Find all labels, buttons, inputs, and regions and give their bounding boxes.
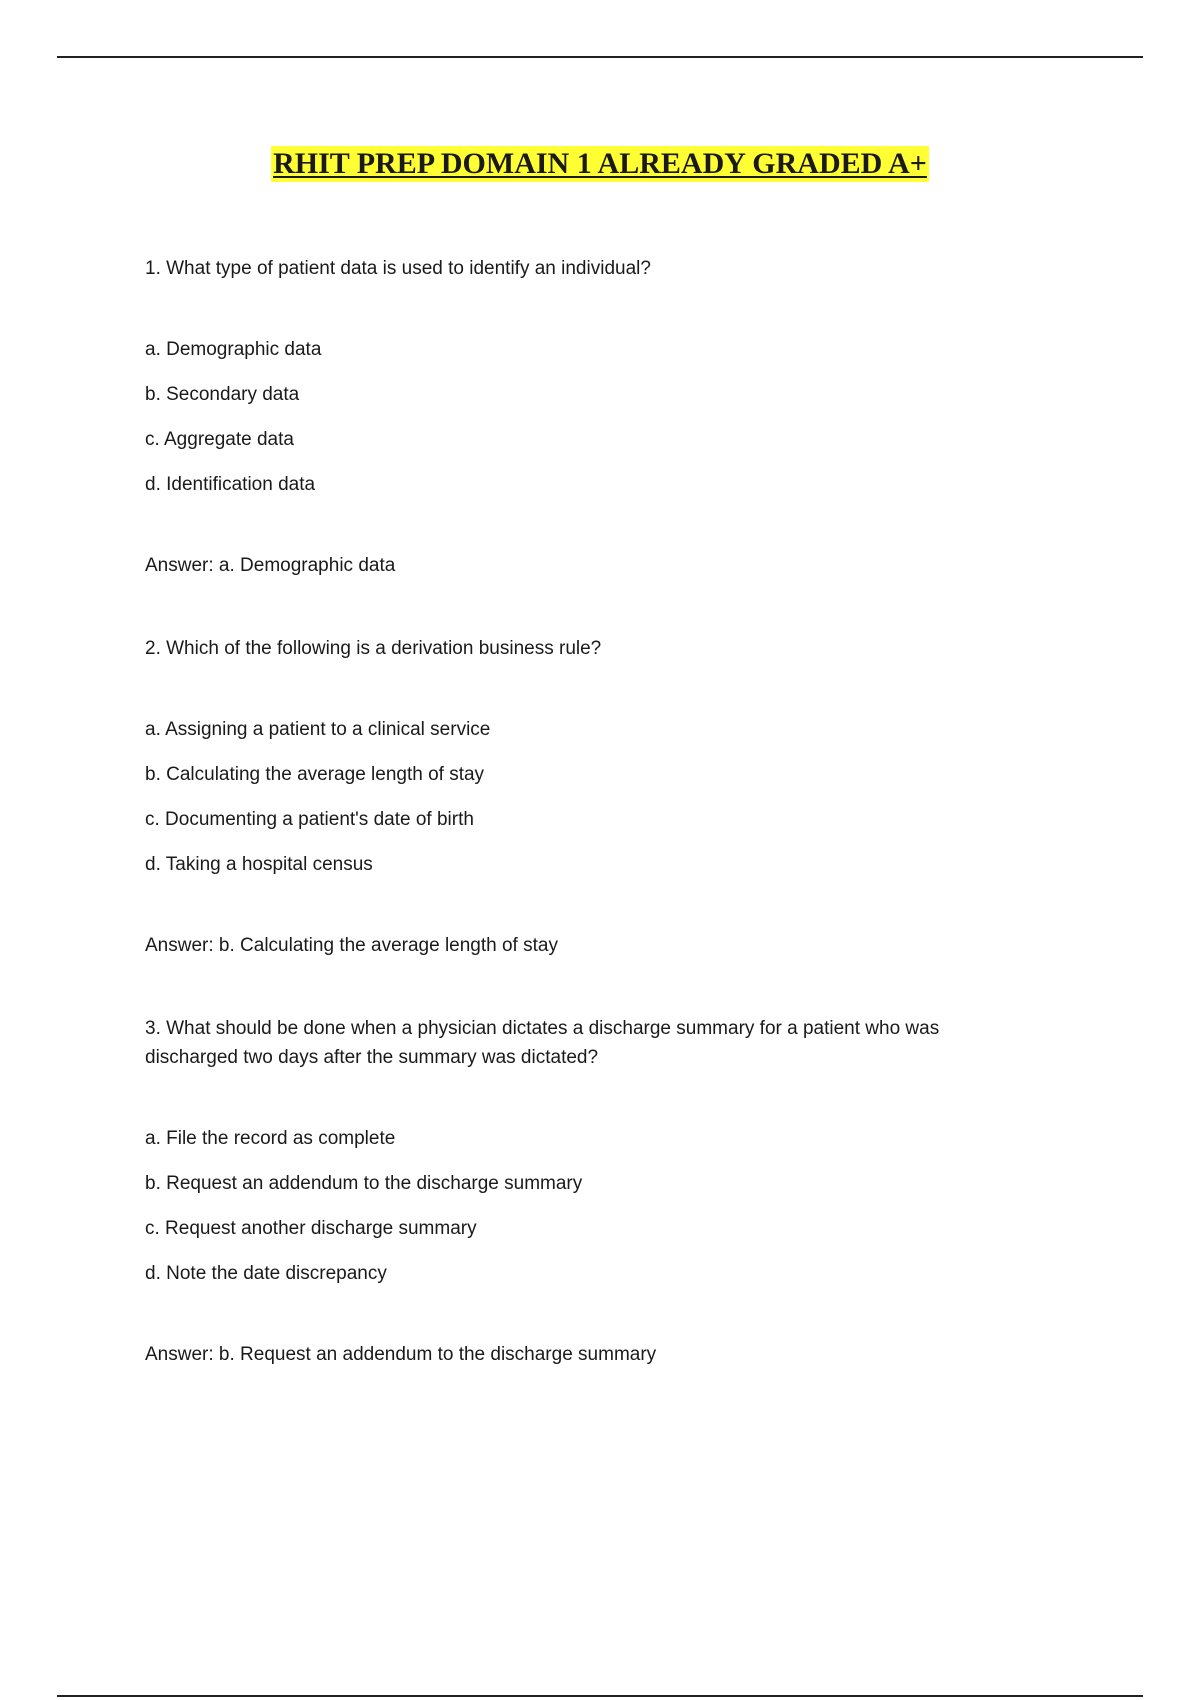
option-c: c. Documenting a patient's date of birth <box>145 809 474 830</box>
document-title: RHIT PREP DOMAIN 1 ALREADY GRADED A+ <box>273 147 927 180</box>
question-block <box>145 254 1025 580</box>
question-block <box>145 1014 1025 1369</box>
option-d: d. Taking a hospital census <box>145 854 373 875</box>
answer-text: Answer: b. Request an addendum to the discharge summary <box>145 1344 657 1365</box>
option-b: b. Secondary data <box>145 384 300 405</box>
title-container <box>0 146 1200 182</box>
option-b: b. Calculating the average length of stay <box>145 764 485 785</box>
answer-options <box>145 715 1025 879</box>
option-d: d. Note the date discrepancy <box>145 1263 387 1284</box>
option-c: c. Request another discharge summary <box>145 1218 477 1239</box>
question-text: 2. Which of the following is a derivation business rule? <box>145 638 602 659</box>
option-c: c. Aggregate data <box>145 429 294 450</box>
option-a: a. Demographic data <box>145 339 322 360</box>
option-a: a. Assigning a patient to a clinical service <box>145 719 491 740</box>
answer-options <box>145 1124 1025 1288</box>
option-d: d. Identification data <box>145 474 316 495</box>
answer-text: Answer: b. Calculating the average length of stay <box>145 935 558 956</box>
question-block <box>145 634 1025 960</box>
question-text: 3. What should be done when a physician dictates a discharge summary for a patient who was discharged two days after the summary was dictated? <box>145 1018 940 1068</box>
question-list <box>145 254 1025 1369</box>
answer-text: Answer: a. Demographic data <box>145 555 396 576</box>
option-b: b. Request an addendum to the discharge summary <box>145 1173 583 1194</box>
question-text: 1. What type of patient data is used to identify an individual? <box>145 258 651 279</box>
answer-options <box>145 335 1025 499</box>
option-a: a. File the record as complete <box>145 1128 396 1149</box>
footer-rule <box>57 1695 1143 1697</box>
header-rule <box>57 56 1143 58</box>
